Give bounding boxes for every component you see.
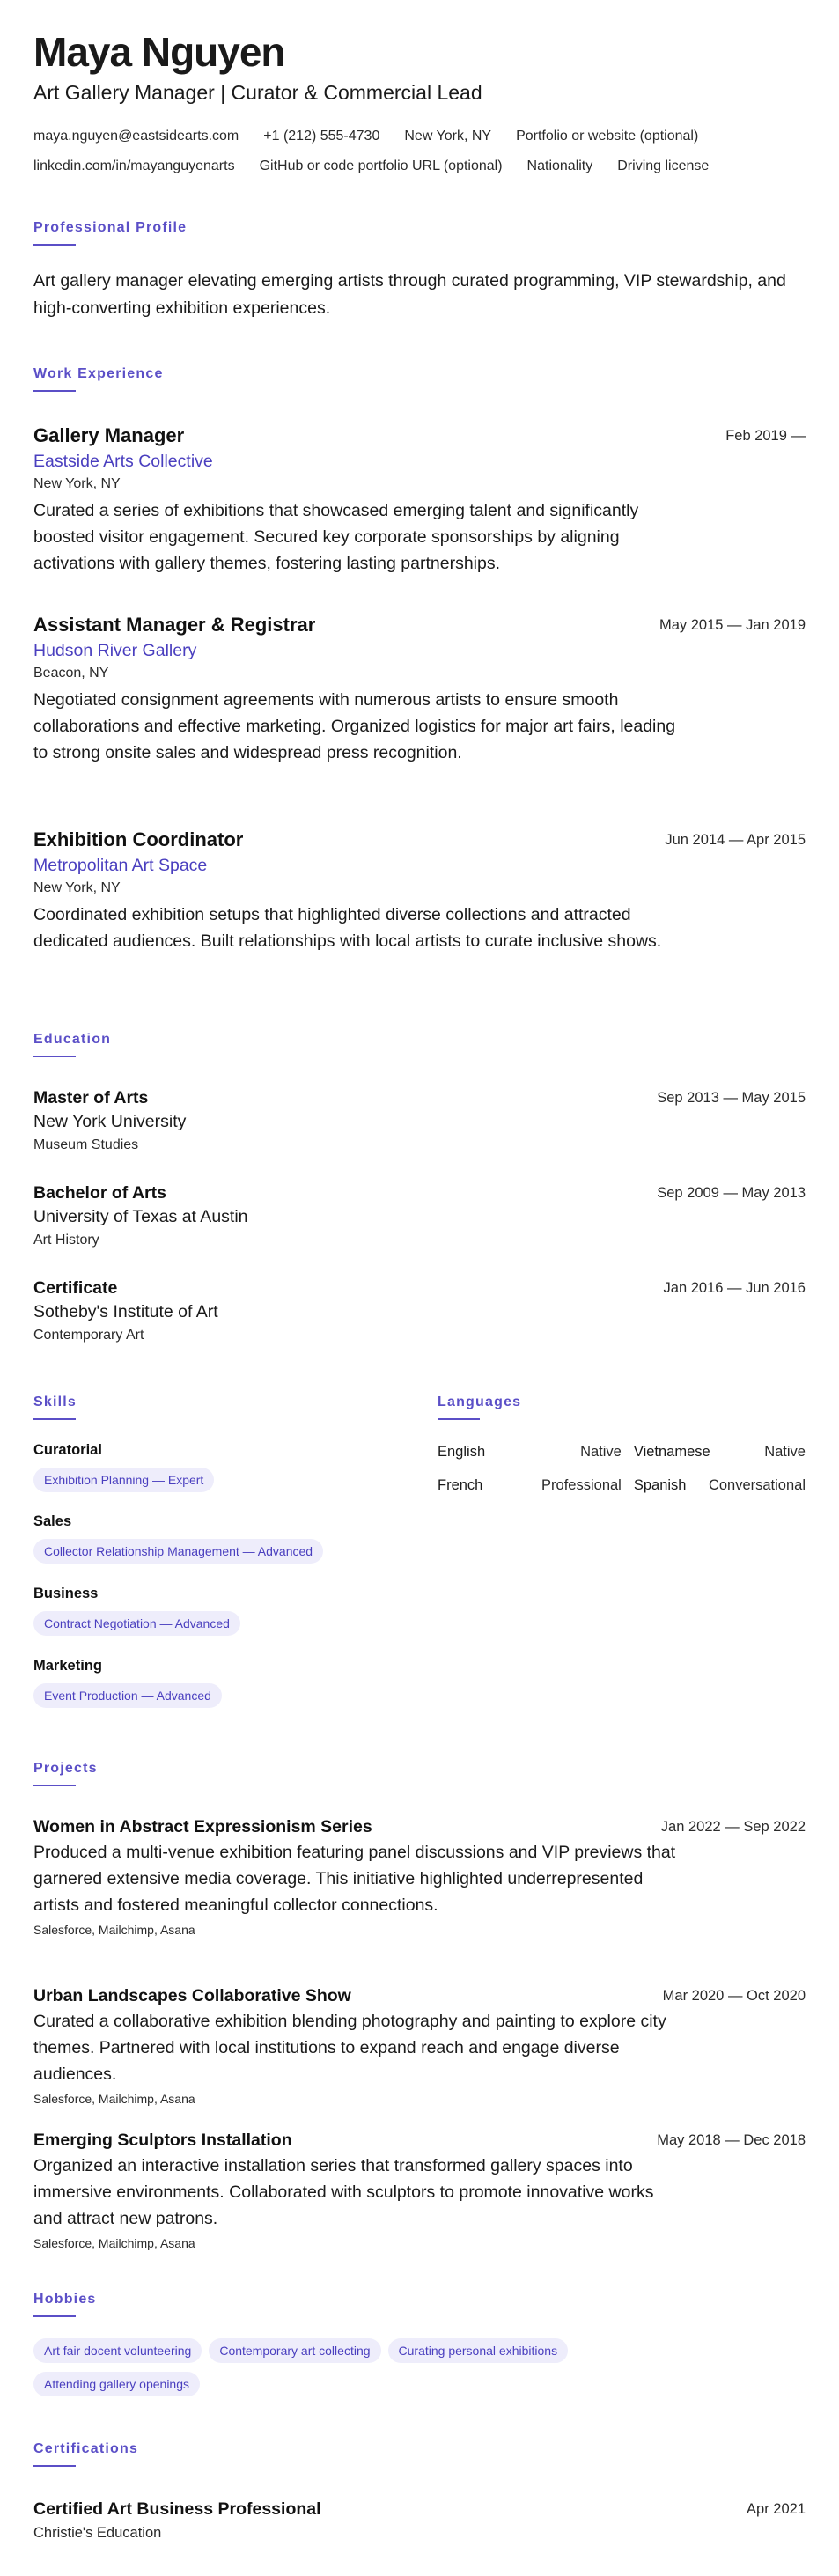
contact-email[interactable]: maya.nguyen@eastsidearts.com [33, 129, 239, 144]
profile-section-title: Professional Profile [33, 220, 188, 235]
education-entry [33, 1278, 806, 1343]
job-description: Coordinated exhibition setups that highlighted diverse collections and attracted dedicated audiences. Built relationships with local artists to curate inclusive shows. [33, 905, 662, 952]
candidate-name: Maya Nguyen [33, 29, 285, 75]
company-name: Hudson River Gallery [33, 641, 197, 660]
language-item [622, 1477, 806, 1494]
education-degree: Master of Arts [33, 1088, 149, 1108]
job-title: Assistant Manager & Registrar [33, 614, 316, 636]
skills-section-title: Skills [33, 1395, 77, 1409]
language-level: Conversational [708, 1477, 806, 1493]
project-name: Urban Landscapes Collaborative Show [33, 1986, 351, 2006]
education-degree: Bachelor of Arts [33, 1183, 166, 1203]
project-description: Produced a multi-venue exhibition featuring panel discussions and VIP previews that garnered extensive media coverage. This initiative highlighted underrepresented artists and fostered meaningful collector connections. [33, 1843, 676, 1916]
projects-section-title: Projects [33, 1761, 98, 1776]
skill-group [33, 1658, 229, 1708]
contact-portfolio[interactable]: Portfolio or website (optional) [516, 129, 699, 144]
education-entry [33, 1088, 806, 1153]
skill-chip: Contract Negotiation — Advanced [33, 1611, 240, 1636]
education-field: Art History [33, 1233, 99, 1248]
contact-driving-license: Driving license [617, 158, 710, 173]
company-name: Eastside Arts Collective [33, 452, 213, 471]
candidate-headline: Art Gallery Manager | Curator & Commercial Lead [33, 81, 482, 104]
project-name: Emerging Sculptors Installation [33, 2131, 292, 2150]
contact-linkedin[interactable]: linkedin.com/in/mayanguyenarts [33, 158, 235, 173]
education-dates: Jan 2016 — Jun 2016 [663, 1280, 806, 1296]
education-school: University of Texas at Austin [33, 1207, 248, 1226]
skills-section-rule [33, 1418, 76, 1420]
education-field: Contemporary Art [33, 1328, 144, 1343]
profile-summary: Art gallery manager elevating emerging artists through curated programming, VIP stewardship, and high-converting exhibition experiences. [33, 271, 786, 319]
language-name: French [438, 1477, 483, 1493]
work-section-title: Work Experience [33, 366, 164, 381]
education-section-title: Education [33, 1032, 112, 1047]
language-level: Native [580, 1444, 622, 1460]
company-name: Metropolitan Art Space [33, 856, 208, 875]
language-level: Native [764, 1444, 806, 1460]
project-entry [33, 2131, 806, 2250]
skill-category: Marketing [33, 1658, 102, 1674]
language-name: English [438, 1444, 486, 1460]
certification-date: Apr 2021 [747, 2501, 806, 2517]
language-item [438, 1444, 622, 1461]
project-description: Organized an interactive installation series that transformed gallery spaces into immersive environments. Collaborated with sculptors to promote innovative works and attract new patrons. [33, 2156, 654, 2229]
job-description: Curated a series of exhibitions that showcased emerging talent and significantly boosted visitor engagement. Secured key corporate sponsorships by aligning activations with gallery themes, fostering lasting partnerships. [33, 501, 639, 574]
languages-row [438, 1444, 806, 1461]
language-name: Spanish [633, 1477, 687, 1493]
education-dates: Sep 2013 — May 2015 [657, 1090, 806, 1106]
project-tools: Salesforce, Mailchimp, Asana [33, 2091, 195, 2106]
contact-location: New York, NY [404, 129, 492, 144]
work-entry [33, 614, 806, 767]
certifications-section-title: Certifications [33, 2441, 139, 2456]
project-dates: Jan 2022 — Sep 2022 [660, 1819, 806, 1835]
hobbies-section-rule [33, 2315, 76, 2317]
project-tools: Salesforce, Mailchimp, Asana [33, 2235, 195, 2250]
education-field: Museum Studies [33, 1137, 139, 1152]
job-title: Exhibition Coordinator [33, 828, 244, 850]
contact-row-secondary [33, 158, 709, 174]
hobby-chip: Curating personal exhibitions [388, 2338, 569, 2363]
work-entry [33, 828, 806, 954]
languages-row [438, 1477, 806, 1494]
education-degree: Certificate [33, 1278, 118, 1298]
job-description: Negotiated consignment agreements with numerous artists to ensure smooth collaborations and effective marketing. Organized logistics for major art fairs, leading to strong onsite sales and widespread press recognition. [33, 690, 676, 763]
job-title: Gallery Manager [33, 424, 185, 446]
contact-phone[interactable]: +1 (212) 555-4730 [263, 129, 380, 144]
contact-row-primary [33, 129, 698, 144]
certification-name: Certified Art Business Professional [33, 2499, 321, 2519]
skill-chip: Event Production — Advanced [33, 1683, 222, 1708]
certification-issuer: Christie's Education [33, 2525, 162, 2541]
education-entry [33, 1183, 806, 1248]
education-section-rule [33, 1056, 76, 1057]
language-level: Professional [541, 1477, 622, 1493]
hobbies-list [33, 2338, 806, 2405]
project-dates: Mar 2020 — Oct 2020 [662, 1988, 806, 2004]
skill-group [33, 1586, 247, 1636]
project-entry [33, 1986, 806, 2106]
project-dates: May 2018 — Dec 2018 [657, 2132, 806, 2148]
education-dates: Sep 2009 — May 2013 [657, 1185, 806, 1201]
job-location: Beacon, NY [33, 666, 109, 681]
languages-section-title: Languages [438, 1395, 522, 1409]
language-item [438, 1477, 622, 1494]
education-school: Sotheby's Institute of Art [33, 1302, 218, 1321]
project-description: Curated a collaborative exhibition blending photography and painting to explore city themes. Partnered with local institutions to expand reach and engage diverse audiences. [33, 2012, 666, 2085]
hobby-chip: Contemporary art collecting [209, 2338, 380, 2363]
hobbies-section-title: Hobbies [33, 2292, 97, 2307]
projects-section-rule [33, 1785, 76, 1786]
job-location: New York, NY [33, 880, 121, 895]
hobby-chip: Attending gallery openings [33, 2372, 200, 2396]
skill-chip: Exhibition Planning — Expert [33, 1468, 214, 1492]
certifications-section-rule [33, 2465, 76, 2467]
job-dates: Feb 2019 — [725, 428, 806, 444]
skill-group [33, 1513, 330, 1564]
languages-section-rule [438, 1418, 480, 1420]
project-name: Women in Abstract Expressionism Series [33, 1817, 372, 1836]
hobby-chip: Art fair docent volunteering [33, 2338, 202, 2363]
work-entry [33, 424, 806, 578]
contact-nationality: Nationality [526, 158, 593, 173]
job-dates: Jun 2014 — Apr 2015 [665, 832, 806, 848]
profile-section-rule [33, 244, 76, 246]
skill-chip: Collector Relationship Management — Advanced [33, 1539, 323, 1564]
language-item [622, 1444, 806, 1461]
skill-category: Curatorial [33, 1442, 102, 1458]
skill-category: Business [33, 1586, 99, 1601]
job-dates: May 2015 — Jan 2019 [659, 617, 806, 633]
certification-entry [33, 2499, 806, 2542]
skill-category: Sales [33, 1513, 72, 1529]
job-location: New York, NY [33, 476, 121, 491]
skill-group [33, 1442, 221, 1492]
contact-github[interactable]: GitHub or code portfolio URL (optional) [259, 158, 503, 173]
work-section-rule [33, 390, 76, 392]
education-school: New York University [33, 1112, 187, 1131]
project-tools: Salesforce, Mailchimp, Asana [33, 1922, 195, 1937]
project-entry [33, 1817, 806, 1937]
language-name: Vietnamese [633, 1444, 710, 1460]
